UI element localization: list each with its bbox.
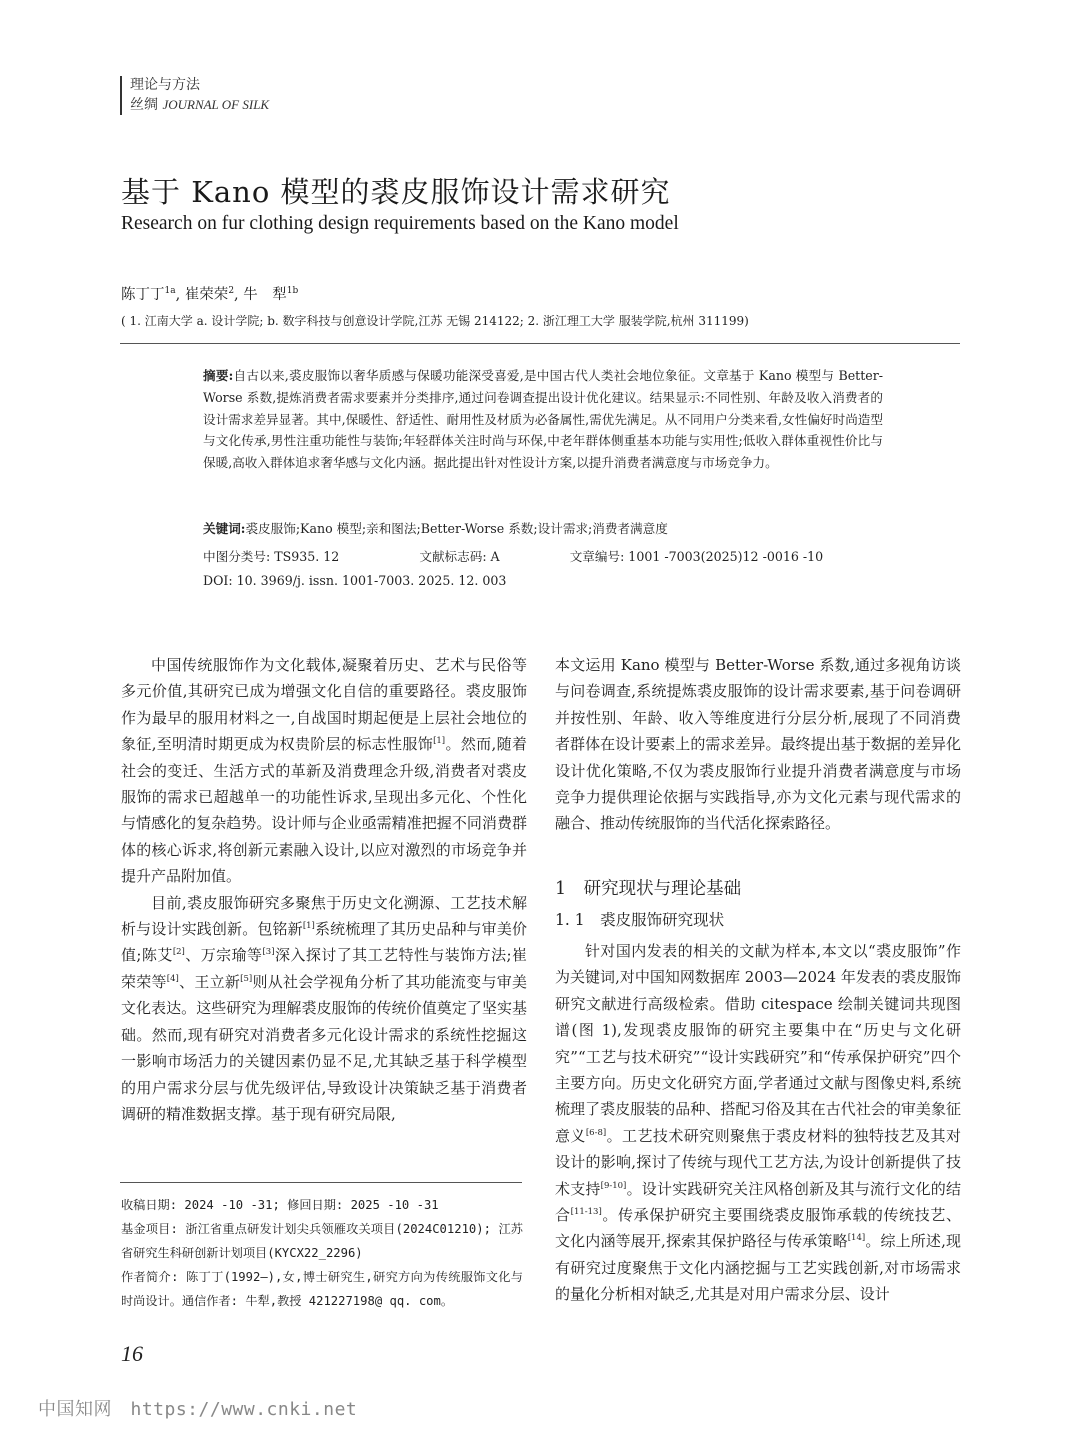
paragraph: 目前,裘皮服饰研究多聚焦于历史文化溯源、工艺技术解析与设计实践创新。包铭新[1]系统梳理了其历史品种与审美价值;陈艾[2]、万宗瑜等[3]深入探讨了其工艺特性与装饰方法;崔荣荣等[4]、王立新[5]则从社会学视角分析了其功能流变与审美文化表达。这些研究为理解裘皮服饰的传统价值奠定了坚实基础。然而,现有研究对消费者多元化设计需求的系统性挖掘这一影响市场活力的关键因素仍显不足,尤其缺乏基于科学模型的用户需求分层与优先级评估,导致设计决策缺乏基于消费者调研的精准数据支撑。基于现有研究局限, xyxy=(121,893,527,1123)
footnote-author-bio: 作者简介: 陈丁丁(1992—),女,博士研究生,研究方向为传统服饰文化与时尚设计。通信作者: 牛犁,教授 421227198@ qq. com。 xyxy=(121,1270,523,1308)
header-divider xyxy=(120,343,960,344)
body-column-right xyxy=(555,652,961,837)
footnote-fund: 基金项目: 浙江省重点研发计划尖兵领雁攻关项目(2024C01210); 江苏省研究生科研创新计划项目(KYCX22_2296) xyxy=(121,1222,523,1260)
body-column-right-lower xyxy=(555,938,961,1308)
running-head xyxy=(120,76,269,115)
page-title-english: Research on fur clothing design requirements based on the Kano model xyxy=(121,213,679,234)
footnotes xyxy=(121,1193,523,1313)
article-number: 文章编号: 1001 -7003(2025)12 -0016 -10 xyxy=(569,549,824,564)
abstract-text: 自古以来,裘皮服饰以奢华质感与保暖功能深受喜爱,是中国古代人类社会地位象征。文章基于 Kano 模型与 Better-Worse 系数,提炼消费者需求要素并分类排序,通过问卷调查提出设计优化建议。结果显示:不同性别、年龄及收入消费者的设计需求差异显著。其中,保暖性、舒适性、耐用性及材质为必备属性,需优先满足。从不同用户分类来看,女性偏好时尚造型与文化传承,男性注重功能性与装饰;年轻群体关注时尚与环保,中老年群体侧重基本功能与实用性;低收入群体重视性价比与保暖,高收入群体追求奢华感与文化内涵。据此提出针对性设计方案,以提升消费者满意度与市场竞争力。 xyxy=(203,368,884,471)
clc-code: 中图分类号: TS935. 12 xyxy=(203,549,340,564)
page-title: 基于 Kano 模型的裘皮服饰设计需求研究 xyxy=(121,175,671,209)
affiliation: ( 1. 江南大学 a. 设计学院; b. 数字科技与创意设计学院,江苏 无锡 214122; 2. 浙江理工大学 服装学院,杭州 311199) xyxy=(121,314,749,328)
footnote-dates: 收稿日期: 2024 -10 -31; 修回日期: 2025 -10 -31 xyxy=(121,1198,439,1212)
section-heading: 1 研究现状与理论基础 xyxy=(555,879,742,899)
page-number: 16 xyxy=(121,1341,143,1366)
doi: DOI: 10. 3969/j. issn. 1001-7003. 2025. 12. 003 xyxy=(203,573,507,588)
classification-line xyxy=(203,546,823,565)
paragraph: 本文运用 Kano 模型与 Better-Worse 系数,通过多视角访谈与问卷调查,系统提炼裘皮服饰的设计需求要素,基于问卷调研并按性别、年龄、收入等维度进行分层分析,展现了不同消费者群体在设计要素上的需求差异。最终提出基于数据的差异化设计优化策略,不仅为裘皮服饰行业提升消费者满意度与市场竞争力提供理论依据与实践指导,亦为文化元素与现代需求的融合、推动传统服饰的当代活化探索路径。 xyxy=(555,656,961,833)
abstract xyxy=(203,365,883,474)
paragraph: 中国传统服饰作为文化载体,凝聚着历史、艺术与民俗等多元价值,其研究已成为增强文化自信的重要路径。裘皮服饰作为最早的服用材料之一,自战国时期起便是上层社会地位的象征,至明清时期更成为权贵阶层的标志性服饰[1]。然而,随着社会的变迁、生活方式的革新及消费理念升级,消费者对裘皮服饰的需求已超越单一的功能性诉求,呈现出多元化、个性化与情感化的复杂趋势。设计师与企业亟需精准把握不同消费群体的核心诉求,将创新元素融入设计,以应对激烈的市场竞争并提升产品附加值。 xyxy=(121,656,527,886)
abstract-label: 摘要: xyxy=(203,368,234,383)
footnote-divider xyxy=(120,1182,522,1183)
paragraph: 针对国内发表的相关的文献为样本,本文以“裘皮服饰”作为关键词,对中国知网数据库 2003—2024 年发表的裘皮服饰研究文献进行高级检索。借助 citespace 绘制关键词共现图谱(图 1),发现裘皮服饰的研究主要集中在“历史与文化研究”“工艺与技术研究”“设计实践研究”和“传承保护研究”四个主要方向。历史文化研究方面,学者通过文献与图像史料,系统梳理了裘皮服装的品种、搭配习俗及其在古代社会的审美象征意义[6-8]。工艺技术研究则聚焦于裘皮材料的独特技艺及其对设计的影响,探讨了传统与现代工艺方法,为设计创新提供了技术支持[9-10]。设计实践研究关注风格创新及其与流行文化的结合[11-13]。传承保护研究主要围绕裘皮服饰承载的传统技艺、文化内涵等展开,探索其保护路径与传承策略[14]。综上所述,现有研究过度聚焦于文化内涵挖掘与工艺实践创新,对市场需求的量化分析相对缺乏,尤其是对用户需求分层、设计 xyxy=(555,942,961,1304)
document-code: 文献标志码: A xyxy=(419,549,500,564)
author-name: 陈丁丁 xyxy=(121,287,165,303)
keywords: 关键词:裘皮服饰;Kano 模型;亲和图法;Better-Worse 系数;设计需求;消费者满意度 xyxy=(203,521,668,536)
author-name: 牛 犁 xyxy=(243,287,287,303)
author-list: 陈丁丁$^{1a}$, 崔荣荣$^2$, 牛 犁$^{1b}$ xyxy=(121,286,299,303)
keywords-text: 裘皮服饰;Kano 模型;亲和图法;Better-Worse 系数;设计需求;消费者满意度 xyxy=(245,521,668,536)
body-column-left xyxy=(121,652,527,1127)
watermark: 中国知网 https://www.cnki.net xyxy=(38,1399,358,1420)
section-label: 理论与方法 xyxy=(130,77,200,93)
journal-name: 丝绸 JOURNAL OF SILK xyxy=(130,97,270,113)
subsection-heading: 1. 1 裘皮服饰研究现状 xyxy=(555,911,725,929)
author-name: 崔荣荣 xyxy=(184,287,229,303)
